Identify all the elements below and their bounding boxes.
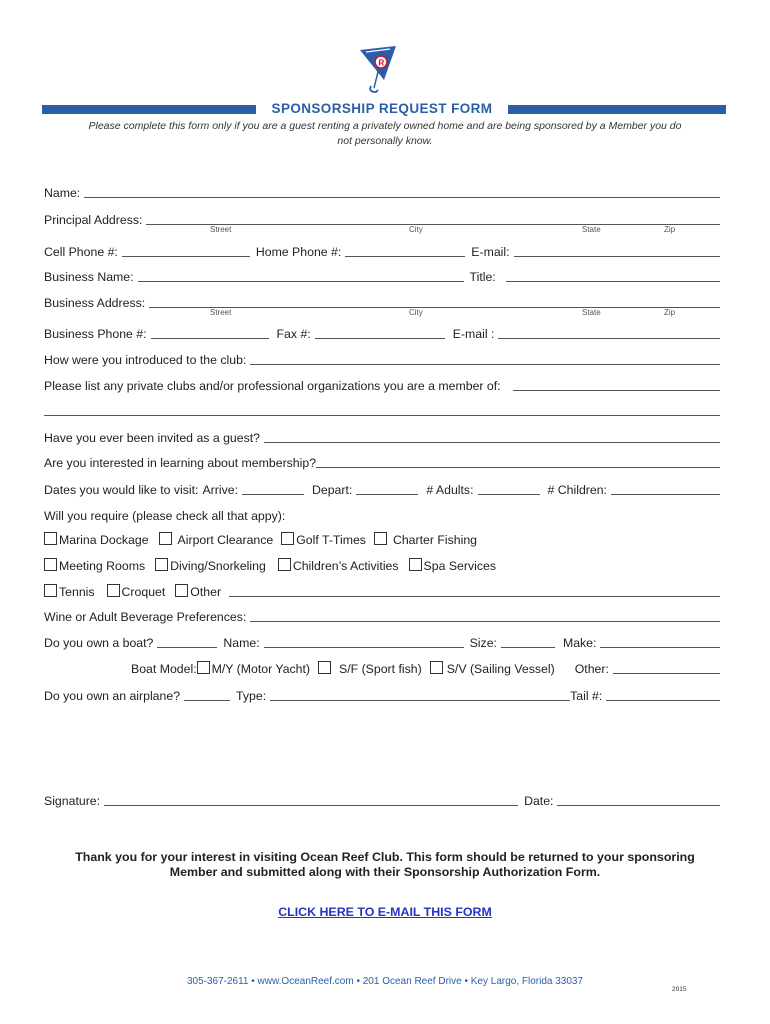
introduced-row — [44, 349, 720, 367]
my-option[interactable] — [197, 661, 310, 676]
invited-guest-field[interactable] — [264, 430, 720, 443]
boat-model-row — [44, 658, 720, 676]
tennis-label: Tennis — [59, 585, 95, 599]
tennis-checkbox[interactable] — [44, 584, 57, 597]
cell-phone-label: Cell Phone #: — [44, 245, 118, 259]
sv-label: S/V (Sailing Vessel) — [446, 662, 555, 676]
diving-option[interactable] — [155, 558, 266, 573]
private-clubs-field-2[interactable] — [44, 403, 720, 416]
sf-checkbox[interactable] — [318, 661, 331, 674]
other-model-field[interactable] — [613, 661, 720, 674]
name-field[interactable] — [84, 185, 720, 198]
street-caption: Street — [210, 225, 232, 234]
sf-option[interactable] — [318, 661, 422, 676]
wine-row — [44, 606, 720, 624]
email2-label: E-mail : — [452, 327, 495, 341]
adults-field[interactable] — [478, 482, 540, 495]
own-boat-label: Do you own a boat? — [44, 636, 154, 650]
boat-name-field[interactable] — [264, 635, 464, 648]
business-address-field[interactable] — [149, 295, 720, 308]
business-name-field[interactable] — [138, 269, 464, 282]
phone-row — [44, 241, 720, 259]
other-model-label: Other: — [574, 662, 609, 676]
wine-field[interactable] — [250, 609, 720, 622]
services-row-3 — [44, 581, 720, 599]
size-label: Size: — [469, 636, 497, 650]
depart-field[interactable] — [356, 482, 418, 495]
marina-label: Marina Dockage — [59, 533, 149, 547]
wine-label: Wine or Adult Beverage Preferences: — [44, 610, 247, 624]
footer-contact: 305-367-2611 • www.OceanReef.com • 201 Ocean Reef Drive • Key Largo, Florida 33037 — [186, 976, 584, 987]
meeting-checkbox[interactable] — [44, 558, 57, 571]
charter-label: Charter Fishing — [392, 533, 477, 547]
state-caption: State — [582, 225, 601, 234]
private-clubs-row-2 — [44, 400, 720, 418]
croquet-option[interactable] — [107, 584, 166, 599]
boat-model-label: Boat Model: — [131, 662, 197, 676]
children-field[interactable] — [611, 482, 720, 495]
business-address-row — [44, 292, 720, 310]
title-bar-left — [42, 105, 256, 114]
email-field[interactable] — [514, 244, 720, 257]
sv-checkbox[interactable] — [430, 661, 443, 674]
my-label: M/Y (Motor Yacht) — [211, 662, 311, 676]
business-name-label: Business Name: — [44, 270, 134, 284]
title-bar-right — [508, 105, 726, 114]
zip-caption-2: Zip — [664, 308, 676, 317]
boat-row — [44, 632, 720, 650]
state-caption-2: State — [582, 308, 601, 317]
principal-address-row — [44, 209, 720, 227]
introduced-field[interactable] — [250, 352, 720, 365]
croquet-checkbox[interactable] — [107, 584, 120, 597]
date-field[interactable] — [557, 793, 720, 806]
business-phone-label: Business Phone #: — [44, 327, 147, 341]
signature-label: Signature: — [44, 794, 101, 808]
business-name-row — [44, 266, 720, 284]
city-caption: City — [409, 225, 423, 234]
email2-field[interactable] — [498, 326, 720, 339]
marina-checkbox[interactable] — [44, 532, 57, 545]
adults-label: # Adults: — [426, 483, 474, 497]
svg-text:R: R — [378, 58, 385, 68]
membership-field[interactable] — [316, 455, 720, 468]
dates-label: Dates you would like to visit: — [44, 483, 199, 497]
diving-label: Diving/Snorkeling — [170, 559, 266, 573]
date-label: Date: — [524, 794, 554, 808]
my-checkbox[interactable] — [197, 661, 210, 674]
meeting-option[interactable] — [44, 558, 145, 573]
private-clubs-label: Please list any private clubs and/or professional organizations you are a member of: — [44, 379, 501, 393]
private-clubs-field[interactable] — [513, 378, 720, 391]
sv-option[interactable] — [430, 661, 555, 676]
tennis-option[interactable] — [44, 584, 95, 599]
form-title: SPONSORSHIP REQUEST FORM — [271, 101, 493, 116]
own-boat-field[interactable] — [157, 635, 217, 648]
arrive-label: Arrive: — [202, 483, 238, 497]
require-label: Will you require (please check all that appy): — [44, 509, 286, 523]
fax-label: Fax #: — [276, 327, 311, 341]
charter-option[interactable] — [374, 532, 477, 547]
services-row-1 — [44, 529, 720, 547]
principal-address-field[interactable] — [146, 212, 720, 225]
business-phone-row — [44, 323, 720, 341]
marina-option[interactable] — [44, 532, 149, 547]
title-field[interactable] — [506, 269, 720, 282]
email-form-link[interactable]: CLICK HERE TO E-MAIL THIS FORM — [278, 905, 492, 919]
tail-field[interactable] — [606, 688, 720, 701]
require-row — [44, 505, 720, 523]
airport-label: Airport Clearance — [177, 533, 274, 547]
membership-row — [44, 452, 720, 470]
type-label: Type: — [236, 689, 267, 703]
golf-label: Golf T-Times — [296, 533, 366, 547]
boat-name-label: Name: — [223, 636, 260, 650]
introduced-label: How were you introduced to the club: — [44, 353, 247, 367]
golf-checkbox[interactable] — [281, 532, 294, 545]
size-field[interactable] — [501, 635, 555, 648]
meeting-label: Meeting Rooms — [59, 559, 146, 573]
signature-field[interactable] — [104, 793, 518, 806]
golf-option[interactable] — [281, 532, 366, 547]
business-address-label: Business Address: — [44, 296, 146, 310]
services-row-2 — [44, 555, 720, 573]
other-label: Other — [190, 585, 222, 599]
spa-label: Spa Services — [423, 559, 496, 573]
other-option[interactable] — [175, 584, 221, 599]
zip-caption: Zip — [664, 225, 676, 234]
home-phone-field[interactable] — [345, 244, 465, 257]
street-caption-2: Street — [210, 308, 232, 317]
signature-row — [44, 790, 720, 808]
invited-guest-row — [44, 427, 720, 445]
other-field[interactable] — [229, 584, 720, 597]
city-caption-2: City — [409, 308, 423, 317]
cell-phone-field[interactable] — [122, 244, 250, 257]
other-checkbox[interactable] — [175, 584, 188, 597]
thank-you-text: Thank you for your interest in visiting Ocean Reef Club. This form should be returned to your sponsoring Member and submitted along with their Sponsorship Authorization Form. — [75, 850, 695, 879]
croquet-label: Croquet — [121, 585, 166, 599]
arrive-field[interactable] — [242, 482, 304, 495]
title-label: Title: — [469, 270, 496, 284]
email-label: E-mail: — [471, 245, 510, 259]
airplane-field[interactable] — [184, 688, 230, 701]
charter-checkbox[interactable] — [374, 532, 387, 545]
ocean-reef-logo-icon — [354, 42, 404, 94]
private-clubs-row — [44, 375, 720, 393]
home-phone-label: Home Phone #: — [255, 245, 342, 259]
children-label: # Children: — [547, 483, 607, 497]
principal-address-label: Principal Address: — [44, 213, 143, 227]
childrens-label: Children’s Activities — [292, 559, 399, 573]
name-row — [44, 182, 720, 200]
spa-option[interactable] — [409, 558, 496, 573]
make-field[interactable] — [600, 635, 720, 648]
invited-guest-label: Have you ever been invited as a guest? — [44, 431, 261, 445]
membership-label: Are you interested in learning about membership? — [44, 456, 317, 470]
airplane-row — [44, 685, 720, 703]
childrens-checkbox[interactable] — [278, 558, 291, 571]
childrens-option[interactable] — [278, 558, 399, 573]
airplane-label: Do you own an airplane? — [44, 689, 181, 703]
depart-label: Depart: — [312, 483, 353, 497]
intro-text: Please complete this form only if you are a guest renting a privately owned home and are being sponsored by a Member you do not personally know. — [88, 120, 682, 147]
business-phone-field[interactable] — [151, 326, 269, 339]
type-field[interactable] — [270, 688, 570, 701]
airport-option[interactable] — [159, 532, 274, 547]
make-label: Make: — [562, 636, 597, 650]
title-banner — [42, 101, 726, 116]
fax-field[interactable] — [315, 326, 445, 339]
sf-label: S/F (Sport fish) — [339, 662, 422, 676]
diving-checkbox[interactable] — [155, 558, 168, 571]
form-code: 2015 — [672, 986, 687, 993]
airport-checkbox[interactable] — [159, 532, 172, 545]
tail-label: Tail #: — [570, 689, 603, 703]
dates-row — [44, 479, 720, 497]
spa-checkbox[interactable] — [409, 558, 422, 571]
name-label: Name: — [44, 186, 81, 200]
